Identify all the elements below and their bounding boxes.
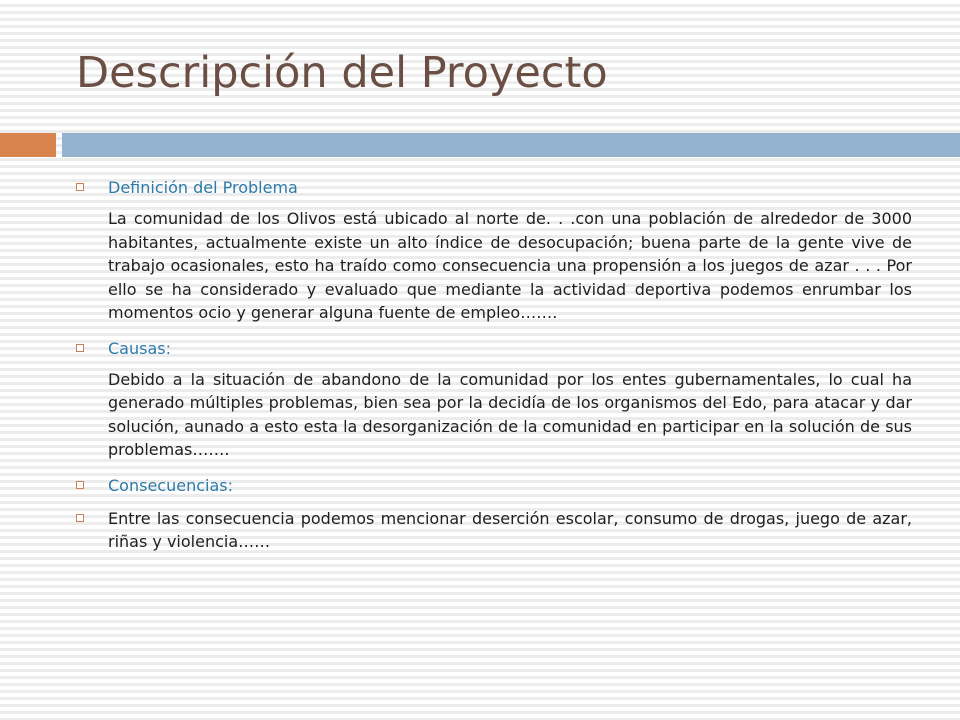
paragraph-consecuencias: Entre las consecuencia podemos mencionar deserción escolar, consumo de drogas, juego de azar, riñas y violencia…… [108,508,912,551]
heading-causas: Causas: [108,338,171,358]
title-accent-bar [0,133,56,157]
bullet-definicion-problema [76,176,912,199]
bullet-consecuencias [76,474,912,497]
bullet-consecuencias-detalle [76,507,912,554]
square-bullet-icon [76,344,84,352]
title-underline-bar [62,133,960,157]
heading-consecuencias: Consecuencias: [108,475,233,495]
slide-title: Descripción del Proyecto [76,48,608,98]
paragraph-causas: Debido a la situación de abandono de la comunidad por los entes gubernamentales, lo cual ha generado múltiples problemas, bien sea por la decidía de los organismos del Edo, para atacar y dar solución, aunado a esto esta la desorganización de la comunidad en participar en la solución de sus problemas……. [108,369,912,459]
heading-definicion-problema: Definición del Problema [108,178,298,197]
paragraph-definicion-problema: La comunidad de los Olivos está ubicado al norte de. . .con una población de alrededor de 3000 habitantes, actualmente existe un alto índice de desocupación; buena parte de la gente vive de trabajo ocasionales, esto ha traído como consecuencia una propensión a los juegos de azar . . . Por ello se ha considerado y evaluado que mediante la actividad deportiva podemos enrumbar los momentos ocio y generar alguna fuente de empleo……. [108,209,912,322]
slide-content [76,176,912,554]
square-bullet-icon [76,481,84,489]
square-bullet-icon [76,514,84,522]
bullet-causas [76,337,912,360]
square-bullet-icon [76,183,84,191]
